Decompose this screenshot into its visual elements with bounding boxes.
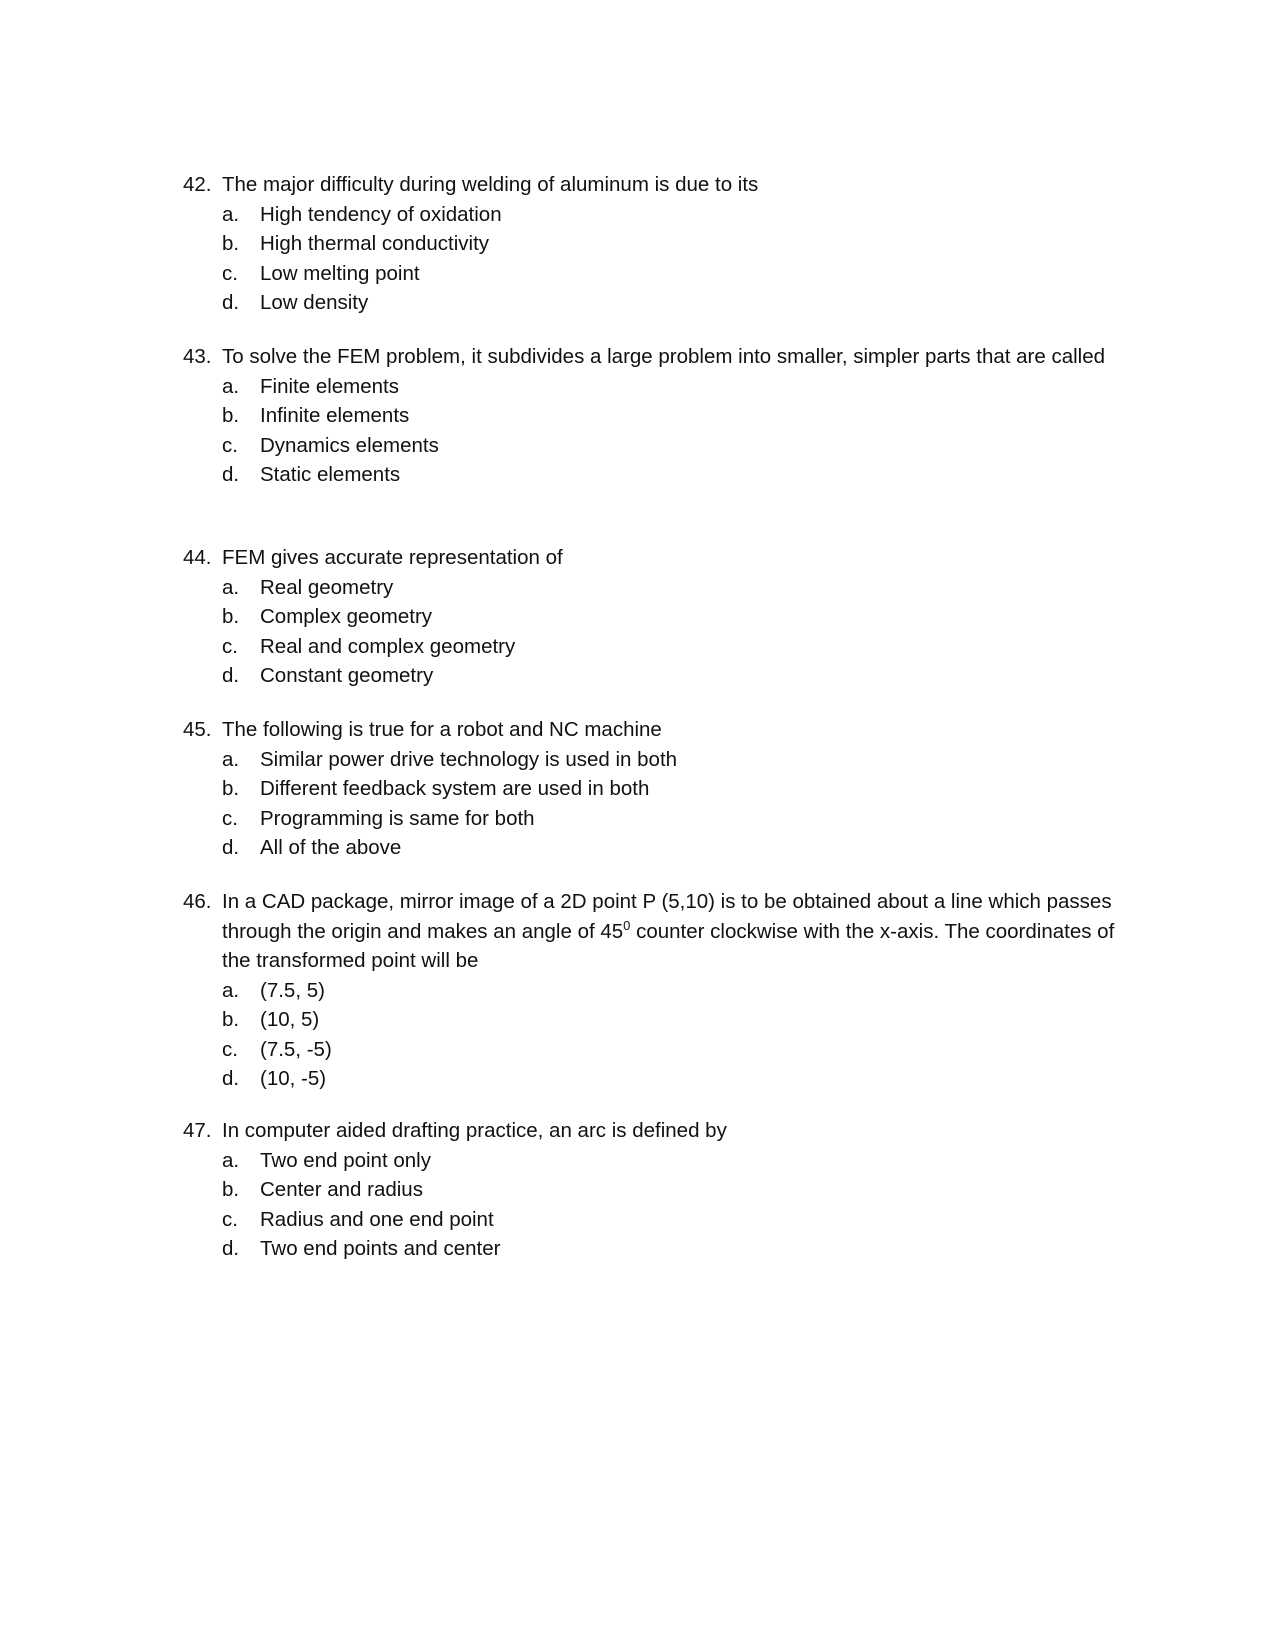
option-c [222,431,1123,461]
question-text [222,887,1123,976]
option-b [222,1175,1123,1205]
option-text: Constant geometry [260,664,434,687]
question-46 [183,887,1123,1094]
question-stem [183,342,1123,372]
option-letter: b. [222,1178,240,1201]
degree-superscript: 0 [623,917,631,933]
option-text: High thermal conductivity [260,232,490,255]
option-c [222,804,1123,834]
question-text: To solve the FEM problem, it subdivides a large problem into smaller, simpler parts that are called [222,345,1106,368]
question-42 [183,170,1123,318]
option-letter: a. [222,978,240,1002]
option-text: Infinite elements [260,404,410,427]
option-letter: a. [222,374,240,398]
question-number: 42. [183,173,212,196]
question-47 [183,1116,1123,1264]
question-number: 47. [183,1119,212,1142]
question-stem [183,887,1123,976]
question-number: 44. [183,546,212,569]
option-text: (7.5, 5) [260,978,325,1002]
question-text: In computer aided drafting practice, an arc is defined by [222,1119,727,1142]
option-b [222,401,1123,431]
option-b [222,1005,1123,1035]
option-b [222,602,1123,632]
option-text: Similar power drive technology is used in both [260,747,678,771]
option-text: (10, 5) [260,1008,320,1031]
question-number: 46. [183,890,212,913]
option-letter: b. [222,1008,240,1031]
option-a [222,745,1123,775]
option-c [222,1205,1123,1235]
option-text: Low density [260,291,369,314]
option-a [222,976,1123,1006]
option-text: Two end points and center [260,1237,501,1260]
option-a [222,573,1123,603]
option-letter: c. [222,1207,238,1231]
option-text: Complex geometry [260,605,433,628]
option-text: Dynamics elements [260,433,439,457]
option-letter: c. [222,1037,238,1061]
question-text: FEM gives accurate representation of [222,546,563,569]
option-letter: d. [222,836,240,859]
option-d [222,661,1123,691]
question-44 [183,543,1123,691]
option-text: Different feedback system are used in both [260,777,650,800]
option-b [222,774,1123,804]
option-text: High tendency of oxidation [260,202,502,226]
option-b [222,229,1123,259]
option-text: Radius and one end point [260,1207,494,1231]
option-letter: b. [222,232,240,255]
question-stem [183,1116,1123,1146]
option-letter: a. [222,575,240,599]
option-letter: b. [222,777,240,800]
option-d [222,1064,1123,1094]
option-letter: c. [222,634,238,658]
option-c [222,632,1123,662]
question-text: The following is true for a robot and NC machine [222,718,662,741]
option-a [222,200,1123,230]
option-text: (10, -5) [260,1067,327,1090]
question-text-before: In a CAD package, mirror image of a 2D point P (5,10) is to be obtained about a line which passes through the origin and makes an angle of 45 [222,890,1112,943]
question-45 [183,715,1123,863]
question-stem [183,170,1123,200]
question-stem [183,715,1123,745]
option-text: Real and complex geometry [260,634,516,658]
option-a [222,1146,1123,1176]
option-text: Static elements [260,463,401,486]
option-letter: c. [222,433,238,457]
option-letter: b. [222,605,240,628]
option-letter: c. [222,261,238,285]
option-d [222,833,1123,863]
option-letter: d. [222,664,240,687]
option-text: (7.5, -5) [260,1037,332,1061]
option-text: Finite elements [260,374,400,398]
option-text: Programming is same for both [260,806,535,830]
option-letter: d. [222,291,240,314]
question-number: 43. [183,345,212,368]
option-letter: a. [222,1148,240,1172]
question-43 [183,342,1123,490]
option-letter: d. [222,1237,240,1260]
question-stem [183,543,1123,573]
option-c [222,259,1123,289]
option-letter: b. [222,404,240,427]
option-d [222,288,1123,318]
option-letter: a. [222,202,240,226]
option-text: Low melting point [260,261,420,285]
option-d [222,1234,1123,1264]
option-letter: d. [222,463,240,486]
option-letter: d. [222,1067,240,1090]
question-text-after: counter clockwise with the x-axis. The coordinates of the transformed point will be [222,919,1115,972]
option-c [222,1035,1123,1065]
question-text: The major difficulty during welding of aluminum is due to its [222,173,759,196]
option-d [222,460,1123,490]
option-letter: c. [222,806,238,830]
option-letter: a. [222,747,240,771]
question-number: 45. [183,718,212,741]
option-text: All of the above [260,836,402,859]
option-text: Center and radius [260,1178,423,1201]
option-text: Two end point only [260,1148,431,1172]
option-a [222,372,1123,402]
option-text: Real geometry [260,575,394,599]
